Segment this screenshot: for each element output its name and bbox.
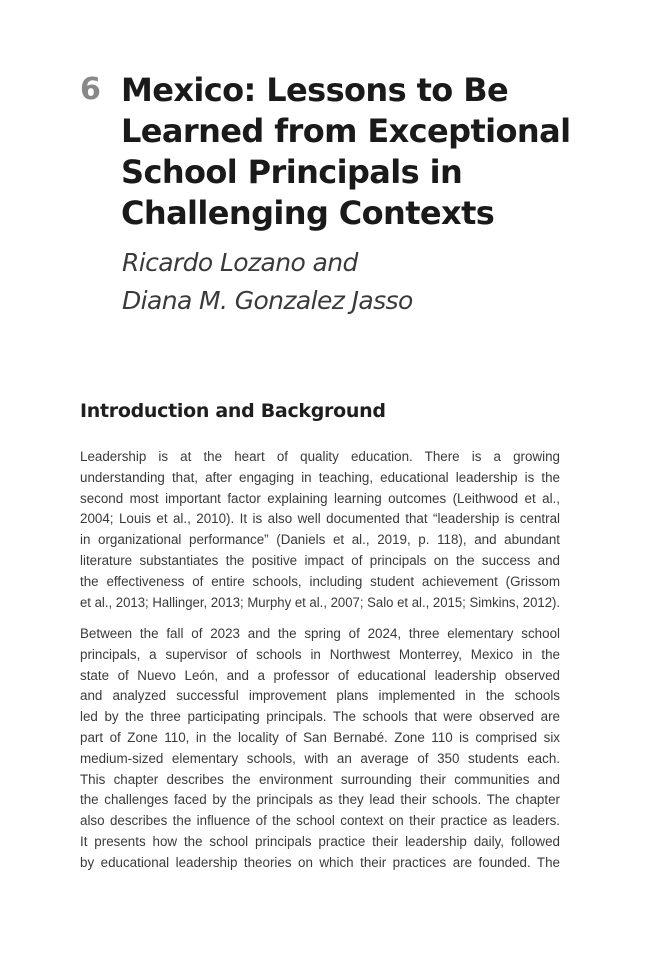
author-line: Ricardo Lozano and xyxy=(122,248,358,277)
author-line: Diana M. Gonzalez Jasso xyxy=(122,286,413,315)
paragraph-line: 2004; Louis et al., 2010). It is also well documented that “leadership is central xyxy=(80,511,560,527)
chapter-title-line: Mexico: Lessons to Be xyxy=(121,71,509,109)
paragraph-line: led by the three participating principals. The schools that were observed are xyxy=(80,709,560,725)
section-heading: Introduction and Background xyxy=(80,400,386,422)
body-paragraph xyxy=(80,624,560,874)
chapter-title-line: Learned from Exceptional xyxy=(121,112,571,150)
paragraph-line: Between the fall of 2023 and the spring of 2024, three elementary school xyxy=(80,626,560,641)
paragraph-line: and analyzed successful improvement plans implemented in the schools xyxy=(80,688,560,704)
paragraph-line: by educational leadership theories on which their practices are founded. The xyxy=(80,854,560,870)
chapter-title-line: Challenging Contexts xyxy=(121,194,495,232)
paragraph-line: et al., 2013; Hallinger, 2013; Murphy et al., 2007; Salo et al., 2015; Simkins, 2012). xyxy=(80,594,561,610)
paragraph-line: literature substantiates the positive impact of principals on the success and xyxy=(80,552,560,568)
chapter-authors xyxy=(122,244,413,320)
paragraph-line: second most important factor explaining learning outcomes (Leithwood et al., xyxy=(80,490,560,506)
paragraph-line: principals, a supervisor of schools in Northwest Monterrey, Mexico in the xyxy=(80,646,560,662)
paragraph-line: also describes the influence of the school context on their practice as leaders. xyxy=(80,813,560,829)
paragraph-line: It presents how the school principals practice their leadership daily, followed xyxy=(80,833,560,849)
body-paragraph xyxy=(80,447,560,613)
paragraph-line: in organizational performance” (Daniels et al., 2019, p. 118), and abundant xyxy=(80,532,560,548)
paragraph-line: Leadership is at the heart of quality education. There is a growing xyxy=(80,449,560,464)
paragraph-line: understanding that, after engaging in teaching, educational leadership is the xyxy=(80,469,560,485)
paragraph-line: medium-sized elementary schools, with an average of 350 students each. xyxy=(80,750,560,766)
paragraph-line: state of Nuevo León, and a professor of educational leadership observed xyxy=(80,667,560,683)
paragraph-line: the effectiveness of entire schools, including student achievement (Grissom xyxy=(80,573,560,589)
paragraph-line: the challenges faced by the principals as they lead their schools. The chapter xyxy=(80,792,560,808)
paragraph-line: This chapter describes the environment surrounding their communities and xyxy=(80,771,560,787)
paragraph-line: part of Zone 110, in the locality of San Bernabé. Zone 110 is comprised six xyxy=(80,729,560,745)
chapter-title-line: School Principals in xyxy=(121,153,463,191)
chapter-title xyxy=(121,70,591,234)
chapter-number: 6 xyxy=(80,72,101,107)
